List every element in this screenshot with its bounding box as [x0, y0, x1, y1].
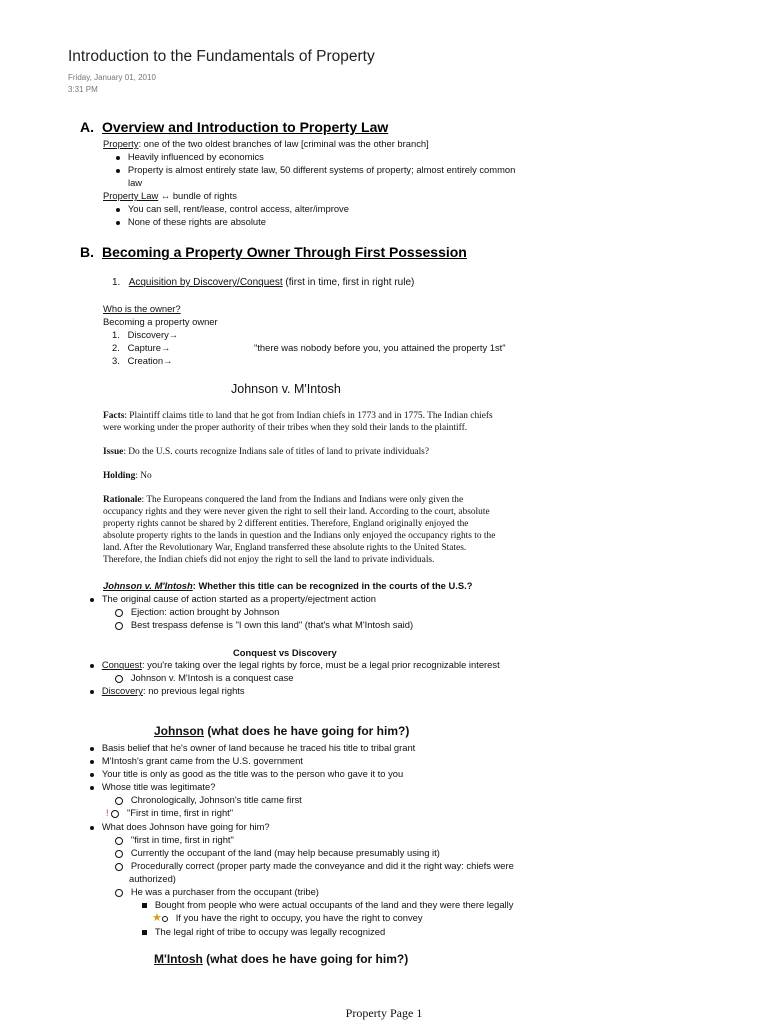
- facts-paragraph: Facts: Plaintiff claims title to land that he got from Indian chiefs in 1773 and in 1775. The Indian chiefs were working under the proper authority of their tribes when they sold their lands to the plaintiff.: [103, 411, 493, 433]
- list-item: ★ If you have the right to occupy, you have the right to convey: [152, 912, 423, 924]
- bullet-icon: [90, 826, 94, 830]
- list-item: The original cause of action started as a property/ejectment action: [90, 592, 550, 605]
- rationale-label: Rationale: [103, 495, 142, 505]
- bullet-icon: [116, 169, 120, 173]
- property-law-term: Property Law: [103, 190, 159, 201]
- circle-bullet-icon: [162, 916, 168, 922]
- list-item: Heavily influenced by economics: [116, 150, 556, 163]
- bullet-list-a1: [116, 150, 556, 189]
- list-item: "first in time, first in right": [90, 833, 570, 846]
- list-item: M'Intosh's grant came from the U.S. government: [90, 754, 570, 767]
- list-item: Discovery: no previous legal rights: [90, 684, 570, 697]
- list-item: He was a purchaser from the occupant (tribe): [90, 885, 570, 898]
- property-def-text: : one of the two oldest branches of law [criminal was the other branch]: [138, 138, 429, 149]
- property-definition: [103, 137, 429, 150]
- list-item: Currently the occupant of the land (may help because presumably using it): [90, 846, 570, 859]
- list-item: ! "First in time, first in right": [106, 807, 234, 818]
- section-b-heading: [80, 244, 467, 260]
- list-item: authorized): [129, 873, 176, 884]
- circle-bullet-icon: [115, 863, 123, 871]
- ownership-list: [112, 328, 178, 367]
- circle-bullet-icon: [115, 837, 123, 845]
- section-a-heading: [80, 119, 388, 135]
- bullet-icon: [90, 786, 94, 790]
- circle-bullet-icon: [115, 675, 123, 683]
- circle-bullet-icon: [115, 609, 123, 617]
- property-law-definition: [103, 189, 237, 202]
- page-date: [68, 72, 156, 96]
- rationale-paragraph: Rationale: The Europeans conquered the land from the Indians and Indians were only given the occupancy rights and they were never given the right to sell their land. According to the court, absolute property rights cannot be shared by 2 different entities. Therefore, England originally enjoyed the absolute property rights to the lands in question and the Indians only enjoyed the occupancy rights to the land. After the Revolutionary War, England transferred these absolute rights to the United States. Therefore, the Indian chiefs did not enjoy the right to sell the land to private individuals.: [103, 495, 496, 565]
- holding-paragraph: Holding: No: [103, 471, 152, 481]
- mintosh-heading: M'Intosh (what does he have going for him?): [154, 952, 409, 966]
- list-item: 1. Discovery→: [112, 329, 179, 340]
- circle-bullet-icon: [111, 810, 119, 818]
- section-a-letter: A.: [80, 119, 94, 135]
- holding-label: Holding: [103, 471, 136, 481]
- list-item: None of these rights are absolute: [116, 215, 556, 228]
- section-a-title: Overview and Introduction to Property Law: [102, 119, 389, 135]
- list-item: law: [128, 177, 143, 188]
- bullet-icon: [90, 747, 94, 751]
- important-icon: !: [106, 808, 109, 818]
- list-item: The legal right of tribe to occupy was legally recognized: [90, 925, 570, 938]
- property-law-text: ↔ bundle of rights: [158, 190, 237, 201]
- list-item: Property is almost entirely state law, 50 different systems of property; almost entirely common: [116, 163, 556, 176]
- list-item: You can sell, rent/lease, control access, alter/improve: [116, 202, 556, 215]
- bullet-list-a2: [116, 202, 556, 228]
- johnson-heading: Johnson (what does he have going for him?): [154, 724, 410, 738]
- list-item: Whose title was legitimate?: [90, 780, 570, 793]
- star-icon: ★: [152, 912, 162, 924]
- list-item: Chronologically, Johnson's title came first: [90, 793, 570, 806]
- issue-paragraph: Issue: Do the U.S. courts recognize Indians sale of titles of land to private individuals?: [103, 447, 429, 457]
- acquisition-item: 1. Acquisition by Discovery/Conquest (first in time, first in right rule): [112, 277, 415, 288]
- case-notes: [90, 592, 550, 631]
- list-item: Basis belief that he's owner of land because he traced his title to tribal grant: [90, 741, 570, 754]
- list-item: Best trespass defense is "I own this land" (that's what M'Intosh said): [90, 618, 550, 631]
- issue-label: Issue: [103, 447, 124, 457]
- bullet-icon: [116, 221, 120, 225]
- acquisition-link: Acquisition by Discovery/Conquest: [128, 277, 283, 288]
- conquest-list: [90, 658, 570, 697]
- case-question: Johnson v. M'Intosh: Whether this title can be recognized in the courts of the U.S.?: [103, 580, 473, 591]
- property-term: Property: [103, 138, 139, 149]
- list-item: Ejection: action brought by Johnson: [90, 605, 550, 618]
- section-b-title: Becoming a Property Owner Through First Possession: [102, 244, 467, 260]
- circle-bullet-icon: [115, 622, 123, 630]
- list-item: Your title is only as good as the title was to the person who gave it to you: [90, 767, 570, 780]
- square-bullet-icon: [142, 903, 147, 908]
- list-item: Conquest: you're taking over the legal rights by force, must be a legal prior recognizable interest: [90, 658, 570, 671]
- bullet-icon: [116, 156, 120, 160]
- bullet-icon: [90, 773, 94, 777]
- list-item: Bought from people who were actual occupants of the land and they were there legally: [90, 898, 570, 911]
- circle-bullet-icon: [115, 889, 123, 897]
- list-item: 3. Creation→: [112, 355, 173, 366]
- quote-text: "there was nobody before you, you attained the property 1st": [254, 342, 506, 353]
- square-bullet-icon: [142, 930, 147, 935]
- bullet-icon: [116, 208, 120, 212]
- bullet-icon: [90, 664, 94, 668]
- page-title: Introduction to the Fundamentals of Property: [68, 48, 375, 65]
- list-item: Johnson v. M'Intosh is a conquest case: [90, 671, 570, 684]
- date-text: Friday, January 01, 2010: [68, 73, 156, 82]
- owner-question: Who is the owner? Becoming a property owner: [103, 303, 218, 327]
- case-name-link: Johnson v. M'Intosh: [103, 580, 193, 591]
- time-text: 3:31 PM: [68, 85, 98, 94]
- facts-label: Facts: [103, 411, 125, 421]
- list-item: What does Johnson have going for him?: [90, 820, 570, 833]
- section-b-letter: B.: [80, 244, 94, 260]
- case-title: Johnson v. M'Intosh: [231, 382, 341, 396]
- bullet-icon: [90, 598, 94, 602]
- johnson-list: [90, 741, 570, 938]
- list-item: 2. Capture→: [112, 342, 171, 353]
- circle-bullet-icon: [115, 850, 123, 858]
- bullet-icon: [90, 760, 94, 764]
- list-item: Procedurally correct (proper party made the conveyance and did it the right way: chiefs were: [90, 859, 570, 872]
- circle-bullet-icon: [115, 797, 123, 805]
- conquest-title: Conquest vs Discovery: [233, 647, 337, 658]
- bullet-icon: [90, 690, 94, 694]
- page-footer: Property Page 1: [345, 1006, 423, 1020]
